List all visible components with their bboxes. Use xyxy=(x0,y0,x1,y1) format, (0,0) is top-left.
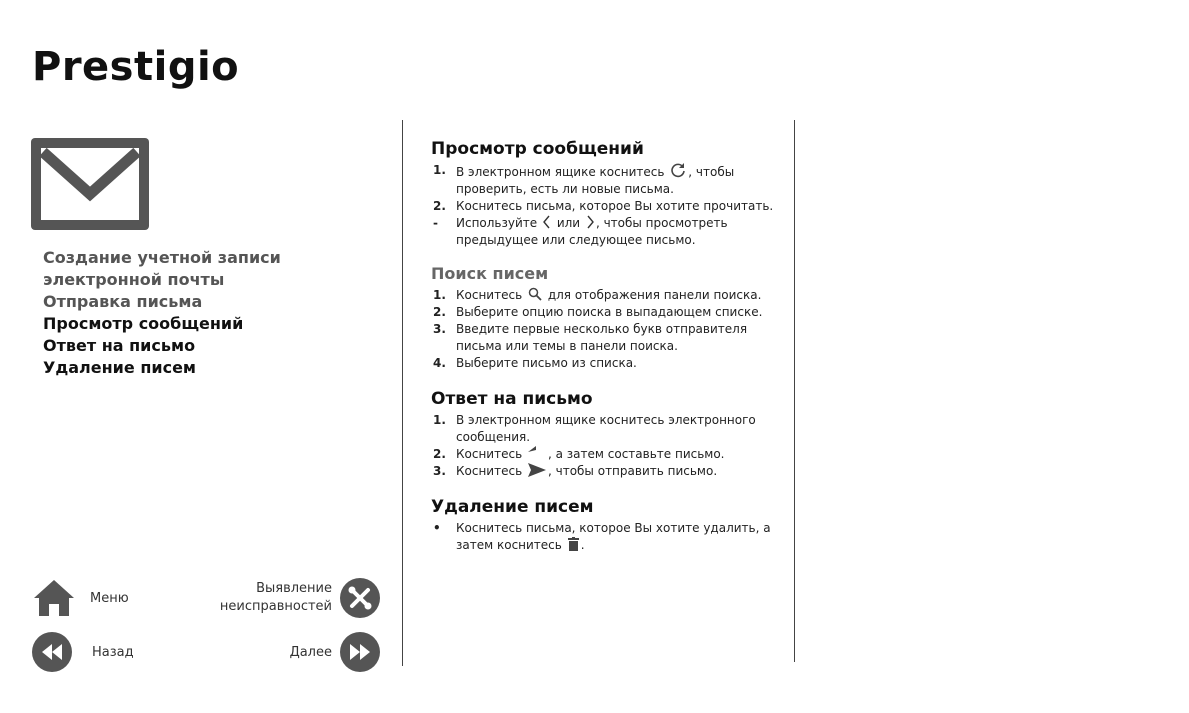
list-item: 3. Коснитесь , чтобы отправить письмо. xyxy=(433,464,718,478)
send-icon xyxy=(528,463,546,477)
home-icon xyxy=(32,578,76,618)
list-item: • Коснитесь письма, которое Вы хотите удалить, а затем коснитесь . xyxy=(433,521,771,552)
list-item: 2. Коснитесь письма, которое Вы хотите прочитать. xyxy=(433,199,774,213)
back-label: Назад xyxy=(92,644,134,660)
list-item: 4. Выберите письмо из списка. xyxy=(433,356,637,370)
chevron-left-icon xyxy=(543,215,551,229)
section-title-search: Поиск писем xyxy=(431,264,549,283)
search-steps xyxy=(431,287,781,372)
next-label: Далее xyxy=(289,644,332,660)
envelope-icon xyxy=(31,138,149,230)
link-send-mail[interactable]: Отправка письма xyxy=(43,292,203,311)
section-title-delete: Удаление писем xyxy=(431,497,594,517)
menu-label: Меню xyxy=(90,590,129,606)
chevron-right-icon xyxy=(586,215,594,229)
divider-left xyxy=(402,120,403,666)
rewind-icon xyxy=(32,632,72,672)
link-create-account-1[interactable]: Создание учетной записи xyxy=(43,248,281,267)
list-item: 2. Коснитесь , а затем составьте письмо. xyxy=(433,447,725,461)
troubleshooting-label: Выявление неисправностей xyxy=(219,581,332,614)
link-create-account-2[interactable]: электронной почты xyxy=(43,270,225,289)
list-item: 1. В электронном ящике коснитесь , чтобы проверить, есть ли новые письма. xyxy=(433,163,735,196)
tools-icon xyxy=(340,578,380,618)
back-button[interactable] xyxy=(32,632,134,672)
search-icon xyxy=(528,287,542,301)
trash-icon xyxy=(568,537,579,551)
delete-steps xyxy=(431,520,781,554)
reply-icon xyxy=(528,446,546,460)
view-steps xyxy=(431,162,781,249)
next-button[interactable] xyxy=(290,632,380,672)
link-delete[interactable]: Удаление писем xyxy=(43,358,196,377)
troubleshooting-button[interactable] xyxy=(220,578,380,618)
link-reply[interactable]: Ответ на письмо xyxy=(43,336,196,355)
topic-links xyxy=(43,247,281,379)
list-item: 1. В электронном ящике коснитесь электронного сообщения. xyxy=(433,413,756,444)
list-item: 3. Введите первые несколько букв отправителя письма или темы в панели поиска. xyxy=(433,322,748,353)
link-view-messages[interactable]: Просмотр сообщений xyxy=(43,314,244,333)
list-item: 2. Выберите опцию поиска в выпадающем списке. xyxy=(433,305,763,319)
section-title-reply: Ответ на письмо xyxy=(431,389,593,409)
bottom-nav xyxy=(30,570,380,670)
divider-right xyxy=(794,120,795,662)
reply-steps xyxy=(431,412,781,480)
instructions xyxy=(431,138,781,554)
fast-forward-icon xyxy=(340,632,380,672)
refresh-icon xyxy=(670,162,686,178)
list-item: - Используйте или , чтобы просмотреть предыдущее или следующее письмо. xyxy=(433,216,728,247)
section-title-view: Просмотр сообщений xyxy=(431,139,644,159)
menu-button[interactable] xyxy=(32,578,129,618)
prestigio-logo: Prestigio xyxy=(32,44,240,90)
list-item: 1. Коснитесь для отображения панели поиска. xyxy=(433,288,762,302)
